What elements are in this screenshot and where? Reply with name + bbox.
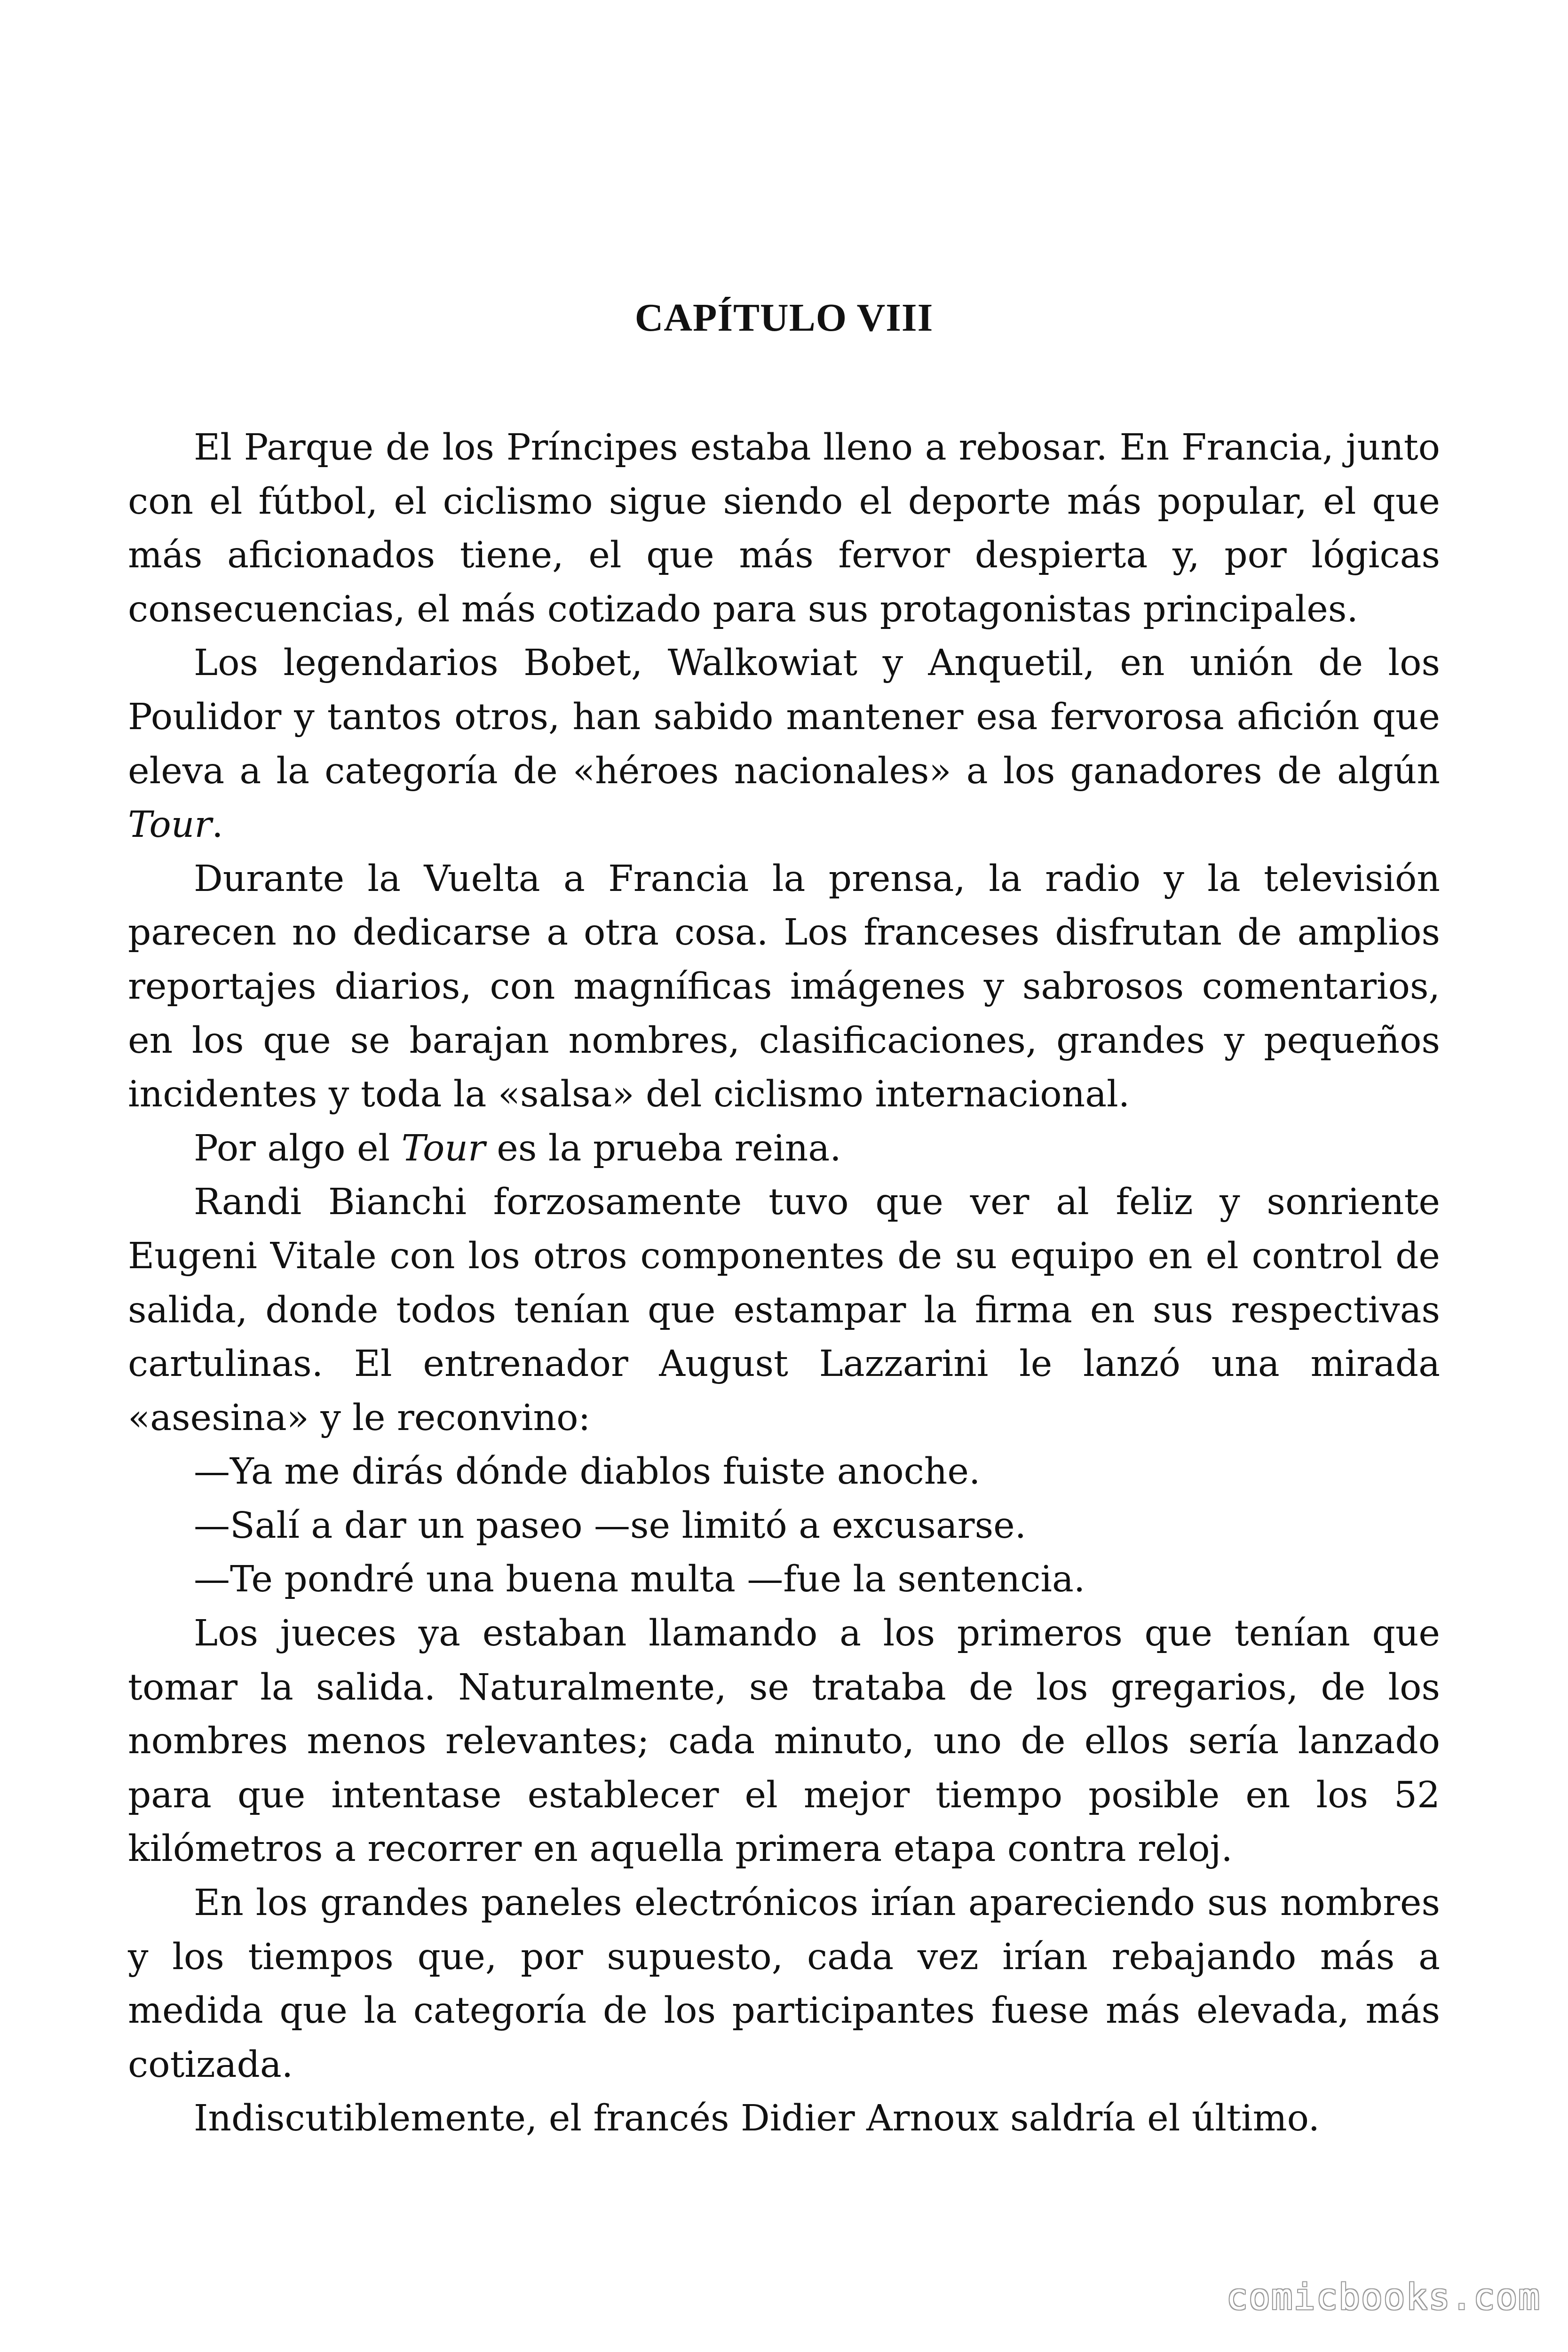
paragraph: El Parque de los Príncipes estaba lleno a rebosar. En Francia, junto con el fútbol, el ciclismo sigue siendo el deporte más popular, el que más aficionados tiene, el que más fervor despierta y, por lógicas consecuencias, el más cotizado para sus protagonistas principales. (128, 427, 1440, 630)
dialogue-line: —Salí a dar un paseo —se limitó a excusarse. (194, 1504, 1027, 1547)
paragraph-text: es la prueba reina. (485, 1127, 841, 1169)
paragraph (128, 636, 1440, 852)
paragraph (128, 1122, 1440, 1176)
chapter-body (128, 421, 1440, 2146)
paragraph: En los grandes paneles electrónicos irían apareciendo sus nombres y los tiempos que, por supuesto, cada vez irían rebajando más a medida que la categoría de los participantes fuese más elevada, más cotizada. (128, 1882, 1440, 2086)
paragraph: Indiscutiblemente, el francés Didier Arnoux saldría el último. (194, 2098, 1320, 2140)
paragraph: Los jueces ya estaban llamando a los primeros que tenían que tomar la salida. Naturalmente, se trataba de los gregarios, de los nombres menos relevantes; cada minuto, uno de ellos sería lanzado para que intentase establecer el mejor tiempo posible en los 52 kilómetros a recorrer en aquella primera etapa contra reloj. (128, 1613, 1440, 1870)
chapter-title: CAPÍTULO VIII (634, 296, 934, 340)
italic-title: Tour (128, 804, 212, 846)
paragraph-text: Por algo el (194, 1127, 402, 1169)
paragraph-text: Los legendarios Bobet, Walkowiat y Anquetil, en unión de los Poulidor y tantos otros, han sabido mantener esa fervorosa afición que eleva a la categoría de «héroes nacionales» a los ganadores de algún (128, 642, 1440, 792)
dialogue-line: —Te pondré una buena multa —fue la sentencia. (194, 1558, 1085, 1601)
watermark: comicbooks.com (1226, 2276, 1541, 2318)
paragraph: Durante la Vuelta a Francia la prensa, la radio y la televisión parecen no dedicarse a otra cosa. Los franceses disfrutan de amplios reportajes diarios, con magníficas imágenes y sabrosos comentarios, en los que se barajan nombres, clasificaciones, grandes y pequeños incidentes y toda la «salsa» del ciclismo internacional. (128, 858, 1440, 1116)
paragraph-text: . (212, 804, 223, 846)
paragraph: Randi Bianchi forzosamente tuvo que ver al feliz y sonriente Eugeni Vitale con los otros componentes de su equipo en el control de salida, donde todos tenían que estampar la firma en sus respectivas cartulinas. El entrenador August Lazzarini le lanzó una mirada «asesina» y le reconvino: (128, 1181, 1440, 1439)
dialogue-line: —Ya me dirás dónde diablos fuiste anoche. (194, 1451, 981, 1493)
italic-title: Tour (401, 1127, 485, 1169)
